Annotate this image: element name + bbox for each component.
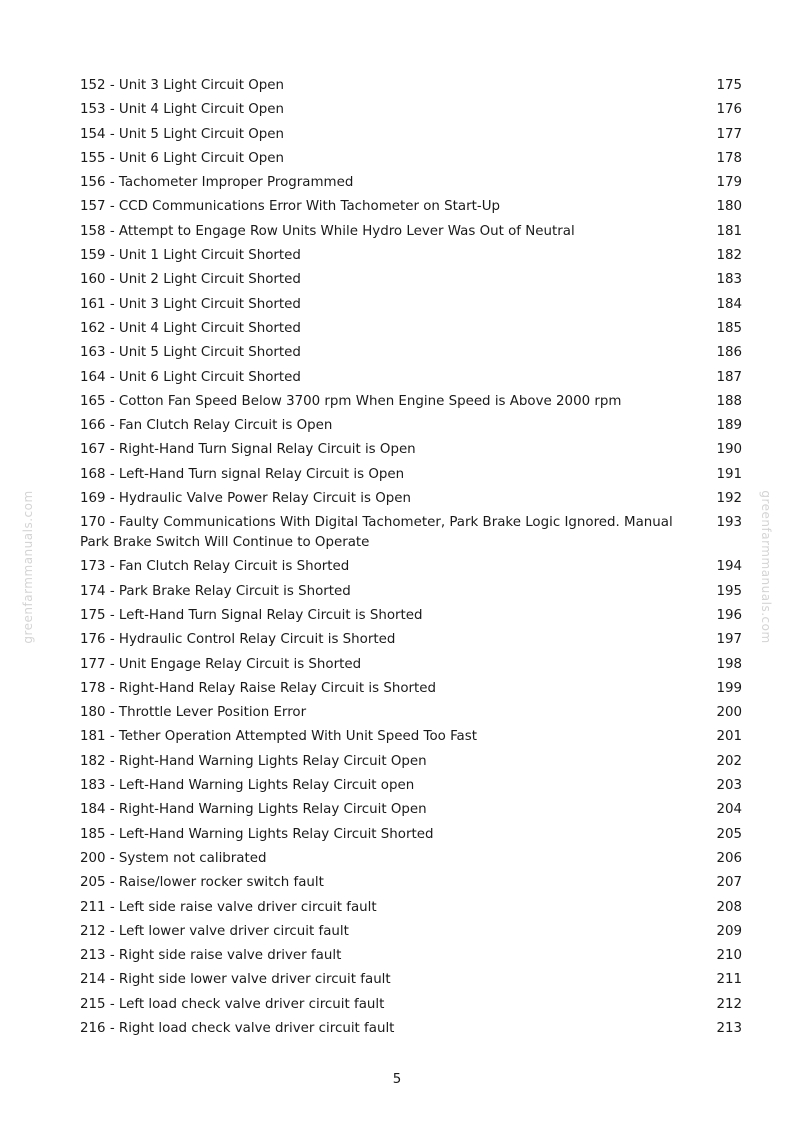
toc-entry-label: 178 - Right-Hand Relay Raise Relay Circuit is Shorted: [80, 680, 437, 696]
toc-entry-page: 177: [716, 126, 742, 142]
toc-row[interactable]: [80, 727, 742, 751]
toc-entry-label: 170 - Faulty Communications With Digital Tachometer, Park Brake Logic Ignored. Manual Park Brake Switch Will Continue to Operate: [80, 515, 673, 551]
toc-row[interactable]: [80, 416, 742, 440]
toc-entry-page: 192: [716, 491, 742, 507]
toc-row[interactable]: [80, 655, 742, 679]
toc-row[interactable]: [80, 440, 742, 464]
toc-entry-label: 184 - Right-Hand Warning Lights Relay Circuit Open: [80, 802, 427, 818]
toc-entry-label: 185 - Left-Hand Warning Lights Relay Circuit Shorted: [80, 826, 434, 842]
toc-entry-page: 208: [716, 899, 742, 915]
toc-row[interactable]: [80, 465, 742, 489]
toc-row[interactable]: [80, 270, 742, 294]
toc-entry-label: 154 - Unit 5 Light Circuit Open: [80, 126, 284, 142]
toc-entry-page: 185: [716, 320, 742, 336]
toc-entry-page: 179: [716, 175, 742, 191]
toc-entry-label: 177 - Unit Engage Relay Circuit is Shorted: [80, 656, 362, 672]
toc-entry-page: 203: [716, 778, 742, 794]
toc-row[interactable]: [80, 970, 742, 994]
toc-row[interactable]: [80, 752, 742, 776]
toc-row[interactable]: [80, 776, 742, 800]
toc-row[interactable]: [80, 800, 742, 824]
toc-entry-label: 215 - Left load check valve driver circuit fault: [80, 996, 385, 1012]
toc-row[interactable]: [80, 557, 742, 581]
toc-row[interactable]: [80, 295, 742, 319]
toc-entry-page: 198: [716, 656, 742, 672]
toc-entry-label: 169 - Hydraulic Valve Power Relay Circuit is Open: [80, 491, 411, 507]
toc-entry-page: 190: [716, 442, 742, 458]
toc-entry-page: 180: [716, 199, 742, 215]
toc-entry-page: 175: [716, 78, 742, 93]
toc-entry-label: 211 - Left side raise valve driver circuit fault: [80, 899, 377, 915]
toc-entry-label: 159 - Unit 1 Light Circuit Shorted: [80, 248, 301, 264]
toc-entry-page: 202: [716, 753, 742, 769]
toc-entry-label: 213 - Right side raise valve driver fault: [80, 948, 342, 964]
toc-row[interactable]: [80, 489, 742, 513]
toc-entry-label: 155 - Unit 6 Light Circuit Open: [80, 150, 284, 166]
watermark-left: greenfarmmanuals.com: [21, 490, 35, 644]
toc-entry-page: 207: [716, 875, 742, 891]
toc-entry-page: 209: [716, 923, 742, 939]
toc-entry-label: 182 - Right-Hand Warning Lights Relay Circuit Open: [80, 753, 427, 769]
toc-entry-label: 200 - System not calibrated: [80, 850, 267, 866]
toc-entry-label: 173 - Fan Clutch Relay Circuit is Shorted: [80, 559, 350, 575]
toc-entry-label: 156 - Tachometer Improper Programmed: [80, 175, 354, 191]
toc-entry-page: 201: [716, 729, 742, 745]
toc-entry-page: 189: [716, 418, 742, 434]
toc-entry-label: 158 - Attempt to Engage Row Units While Hydro Lever Was Out of Neutral: [80, 223, 575, 239]
toc-entry-label: 212 - Left lower valve driver circuit fault: [80, 923, 349, 939]
toc-entry-page: 183: [716, 272, 742, 288]
toc-row[interactable]: [80, 606, 742, 630]
toc-entry-page: 199: [716, 680, 742, 696]
toc-entry-label: 175 - Left-Hand Turn Signal Relay Circuit is Shorted: [80, 607, 423, 623]
table-of-contents: [80, 76, 742, 1043]
toc-row[interactable]: [80, 849, 742, 873]
toc-entry-label: 157 - CCD Communications Error With Tachometer on Start-Up: [80, 199, 501, 215]
toc-entry-label: 176 - Hydraulic Control Relay Circuit is Shorted: [80, 632, 396, 648]
toc-row[interactable]: [80, 76, 742, 100]
toc-entry-page: 206: [716, 850, 742, 866]
toc-row[interactable]: [80, 630, 742, 654]
toc-entry-page: 193: [716, 515, 742, 531]
toc-entry-label: 153 - Unit 4 Light Circuit Open: [80, 102, 284, 118]
toc-entry-page: 194: [716, 559, 742, 575]
toc-row[interactable]: [80, 1019, 742, 1043]
toc-entry-page: 196: [716, 607, 742, 623]
toc-entry-page: 197: [716, 632, 742, 648]
toc-row[interactable]: [80, 125, 742, 149]
toc-row[interactable]: [80, 995, 742, 1019]
toc-entry-label: 174 - Park Brake Relay Circuit is Shorted: [80, 583, 351, 599]
toc-entry-page: 187: [716, 369, 742, 385]
toc-row[interactable]: [80, 825, 742, 849]
toc-row[interactable]: [80, 946, 742, 970]
toc-entry-label: 160 - Unit 2 Light Circuit Shorted: [80, 272, 301, 288]
toc-row[interactable]: [80, 703, 742, 727]
toc-entry-page: 205: [716, 826, 742, 842]
toc-row[interactable]: [80, 100, 742, 124]
watermark-right: greenfarmmanuals.com: [759, 490, 773, 644]
toc-entry-label: 216 - Right load check valve driver circuit fault: [80, 1020, 395, 1036]
toc-entry-page: 212: [716, 996, 742, 1012]
toc-entry-label: 167 - Right-Hand Turn Signal Relay Circuit is Open: [80, 442, 416, 458]
toc-row[interactable]: [80, 149, 742, 173]
toc-entry-label: 168 - Left-Hand Turn signal Relay Circuit is Open: [80, 466, 405, 482]
toc-entry-page: 211: [716, 972, 742, 988]
toc-entry-label: 163 - Unit 5 Light Circuit Shorted: [80, 345, 301, 361]
toc-entry-page: 184: [716, 296, 742, 312]
toc-entry-page: 182: [716, 248, 742, 264]
toc-entry-page: 181: [716, 223, 742, 239]
toc-entry-page: 178: [716, 150, 742, 166]
toc-entry-page: 186: [716, 345, 742, 361]
toc-entry-page: 176: [716, 102, 742, 118]
page-number: 5: [392, 1072, 402, 1087]
toc-entry-label: 180 - Throttle Lever Position Error: [80, 705, 307, 721]
toc-entry-label: 205 - Raise/lower rocker switch fault: [80, 875, 324, 891]
toc-entry-page: 210: [716, 948, 742, 964]
toc-entry-label: 162 - Unit 4 Light Circuit Shorted: [80, 320, 301, 336]
toc-row[interactable]: [80, 582, 742, 606]
toc-entry-page: 200: [716, 705, 742, 721]
toc-entry-page: 204: [716, 802, 742, 818]
toc-row[interactable]: [80, 319, 742, 343]
toc-entry-label: 152 - Unit 3 Light Circuit Open: [80, 78, 284, 93]
toc-row[interactable]: [80, 679, 742, 703]
toc-row[interactable]: [80, 392, 742, 416]
toc-row[interactable]: [80, 343, 742, 367]
toc-row[interactable]: [80, 368, 742, 392]
toc-row[interactable]: [80, 873, 742, 897]
toc-entry-label: 166 - Fan Clutch Relay Circuit is Open: [80, 418, 333, 434]
toc-row[interactable]: [80, 173, 742, 197]
toc-entry-label: 164 - Unit 6 Light Circuit Shorted: [80, 369, 301, 385]
toc-entry-label: 165 - Cotton Fan Speed Below 3700 rpm When Engine Speed is Above 2000 rpm: [80, 393, 622, 409]
toc-row[interactable]: [80, 898, 742, 922]
toc-row[interactable]: [80, 246, 742, 270]
toc-entry-page: 188: [716, 393, 742, 409]
toc-row[interactable]: [80, 922, 742, 946]
toc-entry-page: 195: [716, 583, 742, 599]
toc-row[interactable]: [80, 513, 742, 557]
toc-entry-label: 183 - Left-Hand Warning Lights Relay Circuit open: [80, 778, 415, 794]
toc-row[interactable]: [80, 197, 742, 221]
toc-entry-page: 213: [716, 1020, 742, 1036]
toc-entry-label: 214 - Right side lower valve driver circuit fault: [80, 972, 391, 988]
toc-entry-page: 191: [716, 466, 742, 482]
toc-entry-label: 161 - Unit 3 Light Circuit Shorted: [80, 296, 301, 312]
toc-row[interactable]: [80, 222, 742, 246]
toc-entry-label: 181 - Tether Operation Attempted With Unit Speed Too Fast: [80, 729, 477, 745]
